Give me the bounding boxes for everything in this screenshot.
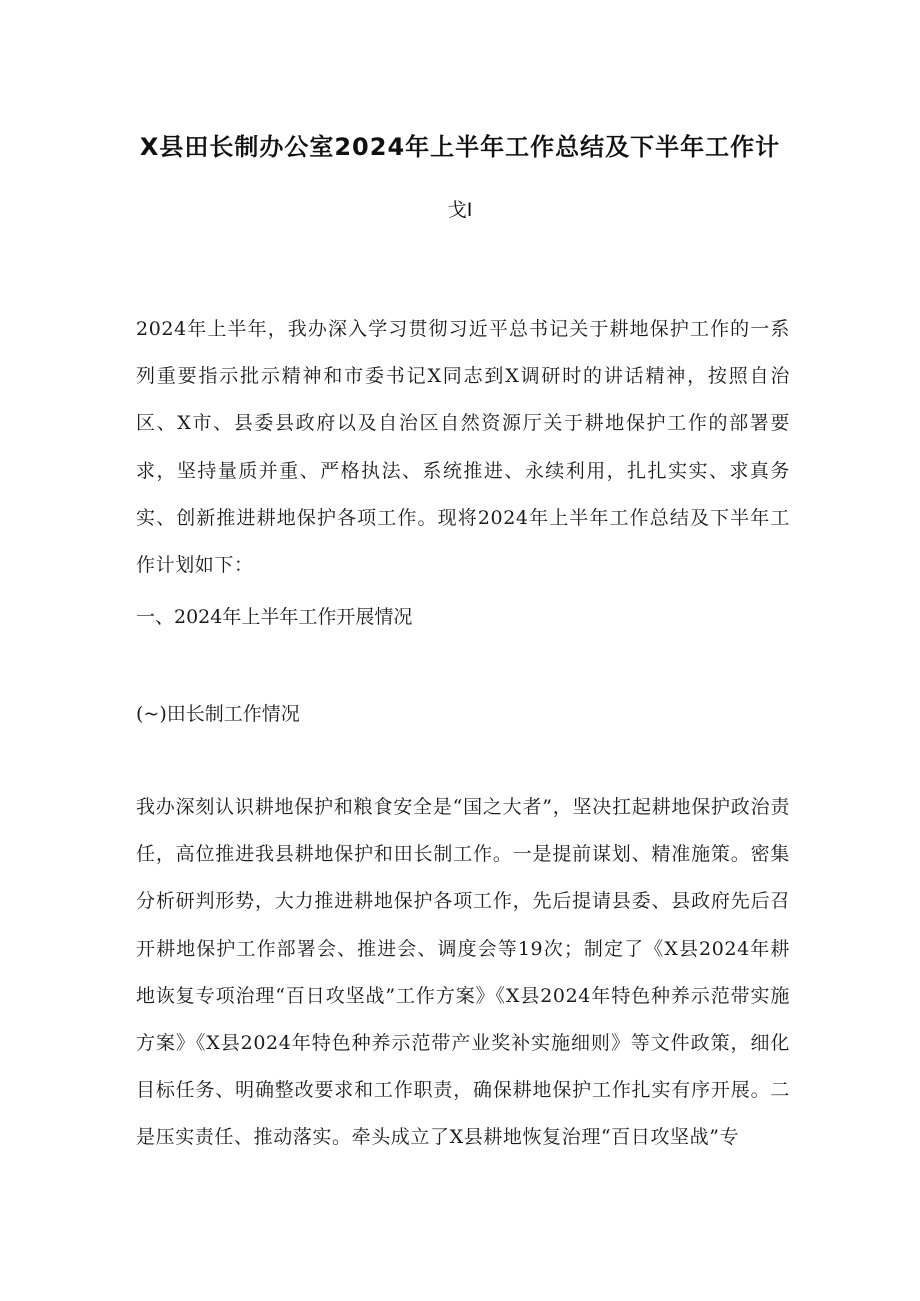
subsection-heading: (~)田长制工作情况 [136, 703, 300, 725]
document-title-continuation: 戈I [447, 199, 473, 221]
document-title: X县田长制办公室2024年上半年工作总结及下半年工作计 [139, 133, 781, 161]
section-heading: 一、2024年上半年工作开展情况 [136, 606, 413, 628]
intro-paragraph: 2024年上半年，我办深入学习贯彻习近平总书记关于耕地保护工作的一系列重要指示批示精神和市委书记X同志到X调研时的讲话精神，按照自治区、X市、县委县政府以及自治区自然资源厅关于耕地保护工作的部署要求，坚持量质并重、严格执法、系统推进、永续利用，扎扎实实、求真务实、创新推进耕地保护各项工作。现将2024年上半年工作总结及下半年工作计划如下： [136, 318, 790, 577]
body-paragraph: 我办深刻认识耕地保护和粮食安全是“国之大者”，坚决扛起耕地保护政治责任，高位推进我县耕地保护和田长制工作。一是提前谋划、精准施策。密集分析研判形势，大力推进耕地保护各项工作，先后提请县委、县政府先后召开耕地保护工作部署会、推进会、调度会等19次；制定了《X县2024年耕地诙复专项治理“百日攻坚战”工作方案》《X县2024年特色种养示范带实施方案》《X县2024年特色种养示范带产业奖补实施细则》等文件政策，细化目标任务、明确整改要求和工作职责，确保耕地保护工作扎实有序开展。二是压实责任、推动落实。牵头成立了X县耕地恢复治理“百日攻坚战”专 [136, 796, 790, 1149]
